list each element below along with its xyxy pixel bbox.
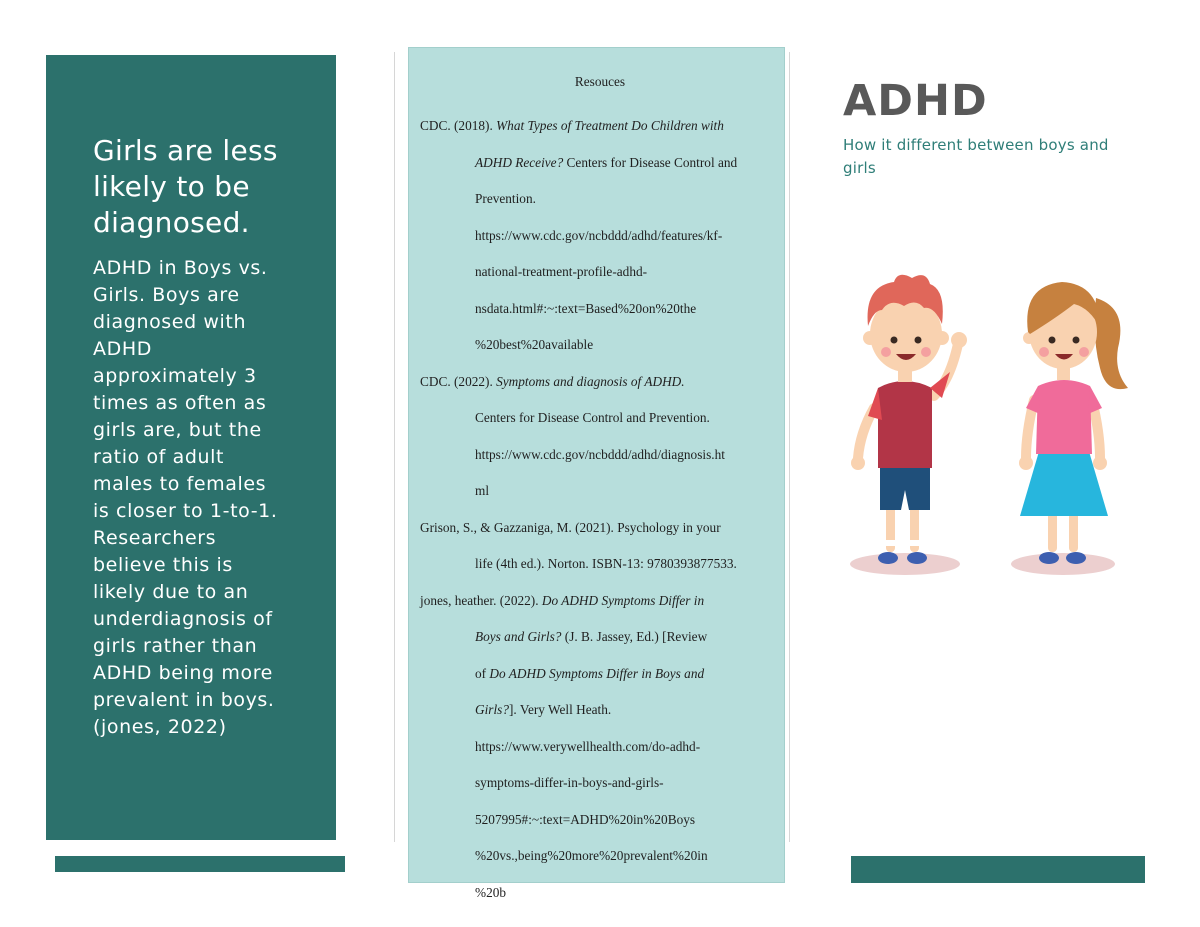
reference-line [420,510,774,547]
reference-text: %20vs.,being%20more%20prevalent%20in [475,848,708,863]
reference-text: ADHD Receive? [475,154,564,170]
girl-ponytail [1095,298,1128,389]
reference-text: Do ADHD Symptoms Differ in Boys and [489,665,705,681]
reference-line [420,802,774,839]
reference-text: national-treatment-profile-adhd- [475,264,648,279]
reference-text: 5207995#:~:text=ADHD%20in%20Boys [475,811,696,827]
boy-cheek-left [881,347,891,357]
reference-text: ]. Very Well Heath. [509,702,612,717]
girl-eye-left [1049,337,1056,344]
reference-text: Girls? [475,702,509,717]
reference-line [420,692,774,729]
reference-line [420,838,774,875]
reference-text: https://www.cdc.gov/ncbddd/adhd/features/kf- [475,227,723,243]
reference-text: symptoms-differ-in-boys-and-girls- [475,775,664,790]
boy-sock-left [885,540,896,546]
left-panel-heading: Girls are less likely to be diagnosed. [93,134,278,239]
reference-text: Symptoms and diagnosis of ADHD. [496,373,685,389]
reference-text: of [475,665,490,681]
reference-line [420,765,774,802]
boy-hand-left [851,456,865,470]
reference-text: https://www.verywellhealth.com/do-adhd- [475,738,701,754]
references-list [420,108,774,911]
reference-text: %20b [475,884,507,900]
references-box [408,47,785,900]
reference-text: Boys and Girls? [475,629,562,644]
right-footer-bar [851,856,1145,883]
reference-text: https://www.cdc.gov/ncbddd/adhd/diagnosis.ht [475,446,725,462]
panel-divider-1 [394,52,395,842]
reference-line [420,473,774,510]
girl-ear-left [1023,332,1035,344]
reference-text: CDC. (2022). [420,373,497,389]
reference-text: jones, heather. (2022). [420,592,542,608]
boy-hand-right [951,332,967,348]
reference-text: Centers for Disease Control and Prevention. [475,410,710,425]
reference-line [420,400,774,437]
boy-sock-right [909,540,920,546]
girl-hand-right [1093,456,1107,470]
girl-shoe-left [1039,552,1059,564]
girl-figure [1019,282,1128,564]
reference-text: Prevention. [475,191,536,206]
boy-figure [851,275,967,564]
reference-line [420,729,774,766]
girl-cheek-right [1079,347,1089,357]
left-panel-body: ADHD in Boys vs. Girls. Boys are diagnosed with ADHD approximately 3 times as often as girls are, but the ratio of adult males to females is closer to 1-to-1. Researchers believe this is likely due to an underdiagnosis of girls rather than ADHD being more prevalent in boys. (jones, 2022) [93,257,278,738]
left-panel [46,55,336,840]
boy-shirt [878,381,932,468]
reference-text: Do ADHD Symptoms Differ in [541,592,705,608]
boy-shorts [880,464,930,510]
boy-shoe-right [907,552,927,564]
reference-line [420,364,774,401]
reference-text: Centers for Disease Control and [563,154,738,170]
girl-cheek-left [1039,347,1049,357]
girl-sleeve-right [1088,386,1102,414]
references-title: Resouces [574,74,626,89]
boy-cheek-right [921,347,931,357]
boy-shoe-left [878,552,898,564]
reference-text: What Types of Treatment Do Children with [496,118,724,133]
left-footer-bar [55,856,345,872]
reference-text: (J. B. Jassey, Ed.) [Review [561,629,708,644]
reference-text: life (4th ed.). Norton. ISBN-13: 9780393877533. [475,556,737,571]
reference-line [420,145,774,182]
reference-line [420,437,774,474]
reference-line [420,875,774,912]
boy-shadow [850,553,960,575]
page-title: ADHD [843,76,988,126]
girl-hand-left [1019,456,1033,470]
page-subtitle: How it different between boys and girls [843,136,1109,177]
boy-eye-left [891,337,898,344]
girl-shirt [1036,380,1092,454]
boy-eye-right [915,337,922,344]
reference-line [420,546,774,583]
reference-line [420,218,774,255]
girl-skirt [1020,448,1108,516]
reference-text: nsdata.html#:~:text=Based%20on%20the [475,300,697,316]
boy-ear-right [935,331,949,345]
reference-line [420,291,774,328]
reference-line [420,656,774,693]
reference-line [420,583,774,620]
boy-ear-left [863,331,877,345]
reference-text: CDC. (2018). [420,118,497,133]
girl-shadow [1011,553,1115,575]
reference-line [420,254,774,291]
reference-line [420,108,774,145]
reference-line [420,181,774,218]
reference-text: ml [475,483,490,498]
girl-shoe-right [1066,552,1086,564]
reference-text: %20best%20available [475,337,594,352]
reference-line [420,619,774,656]
panel-divider-2 [789,52,790,842]
reference-text: Grison, S., & Gazzaniga, M. (2021). Psychology in your [420,519,721,535]
reference-line [420,327,774,364]
girl-eye-right [1073,337,1080,344]
boy-and-girl-illustration-icon [838,268,1138,580]
